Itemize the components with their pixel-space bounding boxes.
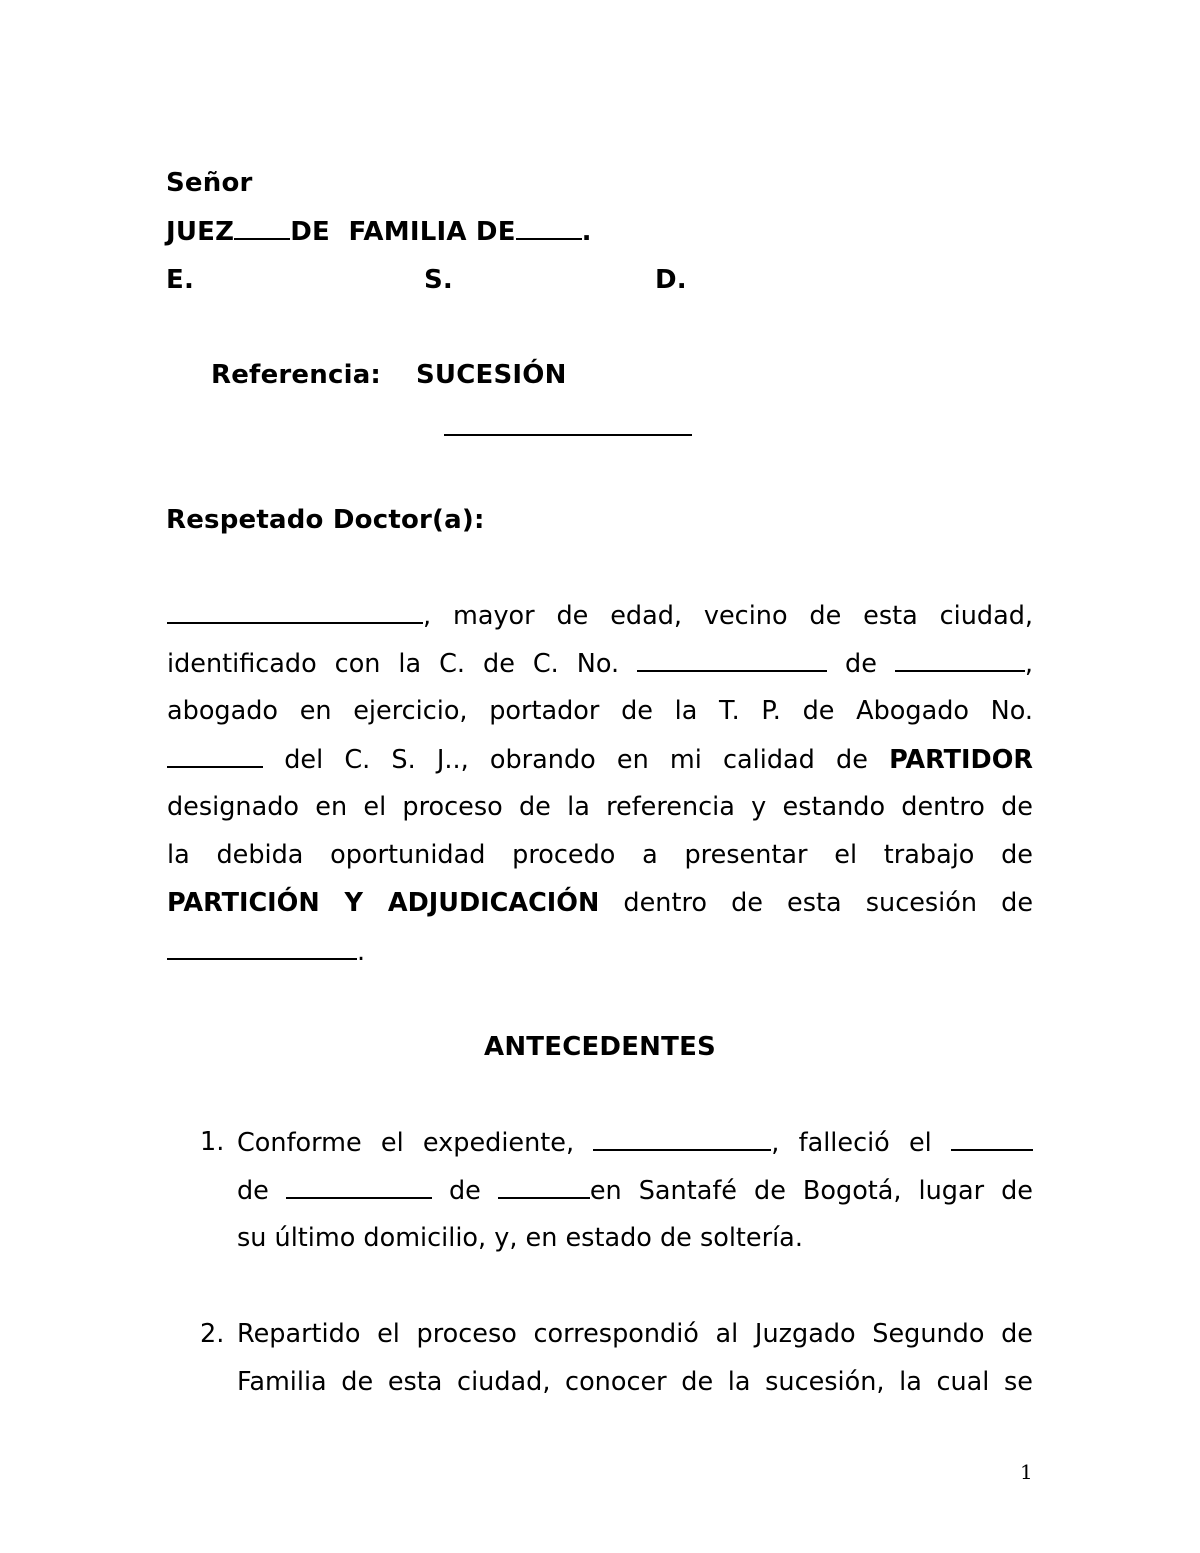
item-1-line-1 <box>237 1125 1033 1160</box>
reference-value: SUCESIÓN <box>416 360 567 390</box>
item-2-line-2: Familia de esta ciudad, conocer de la sucesión, la cual se <box>237 1367 1033 1397</box>
body-text: identificado con la C. de C. No. <box>167 649 620 679</box>
body-line-3: abogado en ejercicio, portador de la T. P. de Abogado No. <box>167 696 1033 726</box>
body-text: , falleció el <box>771 1128 932 1158</box>
judge-line <box>166 214 592 249</box>
esd-s: S. <box>424 265 454 295</box>
body-line-2 <box>167 646 1033 681</box>
item-2-line-1: Repartido el proceso correspondió al Juzgado Segundo de <box>237 1319 1033 1349</box>
particion-bold: PARTICIÓN Y ADJUDICACIÓN <box>167 888 600 918</box>
family-label: DE FAMILIA DE <box>290 217 516 247</box>
body-text: , <box>1024 649 1034 679</box>
body-line-7 <box>167 886 1033 920</box>
body-line-1 <box>167 598 1033 633</box>
greeting: Respetado Doctor(a): <box>166 505 485 535</box>
blank-line <box>637 646 827 672</box>
judge-period: . <box>581 217 592 247</box>
blank-line <box>234 214 290 240</box>
item-1-line-3: su último domicilio, y, en estado de soltería. <box>237 1223 803 1253</box>
blank-line <box>167 742 263 768</box>
blank-line <box>498 1173 590 1199</box>
body-text: Conforme el expediente, <box>237 1128 575 1158</box>
body-line-8 <box>167 934 1033 969</box>
salutation: Señor <box>166 168 253 198</box>
section-title: ANTECEDENTES <box>484 1032 716 1062</box>
blank-line <box>516 214 582 240</box>
body-text: de <box>448 1176 481 1206</box>
body-text: de <box>845 649 877 679</box>
body-line-4 <box>167 742 1033 777</box>
esd-e: E. <box>166 265 195 295</box>
body-text: . <box>357 937 366 967</box>
esd-d: D. <box>655 265 687 295</box>
item-2-number: 2. <box>200 1319 225 1349</box>
item-1-number: 1. <box>200 1127 225 1157</box>
body-text: , mayor de edad, vecino de esta ciudad, <box>423 601 1033 631</box>
page-number: 1 <box>1020 1460 1033 1484</box>
blank-line <box>593 1125 771 1151</box>
blank-line <box>895 646 1025 672</box>
blank-line <box>167 934 357 960</box>
item-1-line-2 <box>237 1173 1033 1208</box>
body-text: dentro de esta sucesión de <box>623 888 1034 918</box>
judge-label: JUEZ <box>166 217 235 247</box>
body-text: del C. S. J.., obrando en mi calidad de <box>284 745 868 775</box>
reference-underline <box>444 434 692 436</box>
body-text: de <box>237 1176 269 1206</box>
body-text: en Santafé de Bogotá, lugar de <box>589 1176 1033 1206</box>
blank-line <box>951 1125 1033 1151</box>
blank-line <box>167 598 423 624</box>
body-line-5: designado en el proceso de la referencia y estando dentro de <box>167 792 1033 822</box>
blank-line <box>286 1173 432 1199</box>
reference-label: Referencia: <box>211 360 382 390</box>
partidor-bold: PARTIDOR <box>889 745 1034 775</box>
body-line-6: la debida oportunidad procedo a presentar el trabajo de <box>167 840 1033 870</box>
